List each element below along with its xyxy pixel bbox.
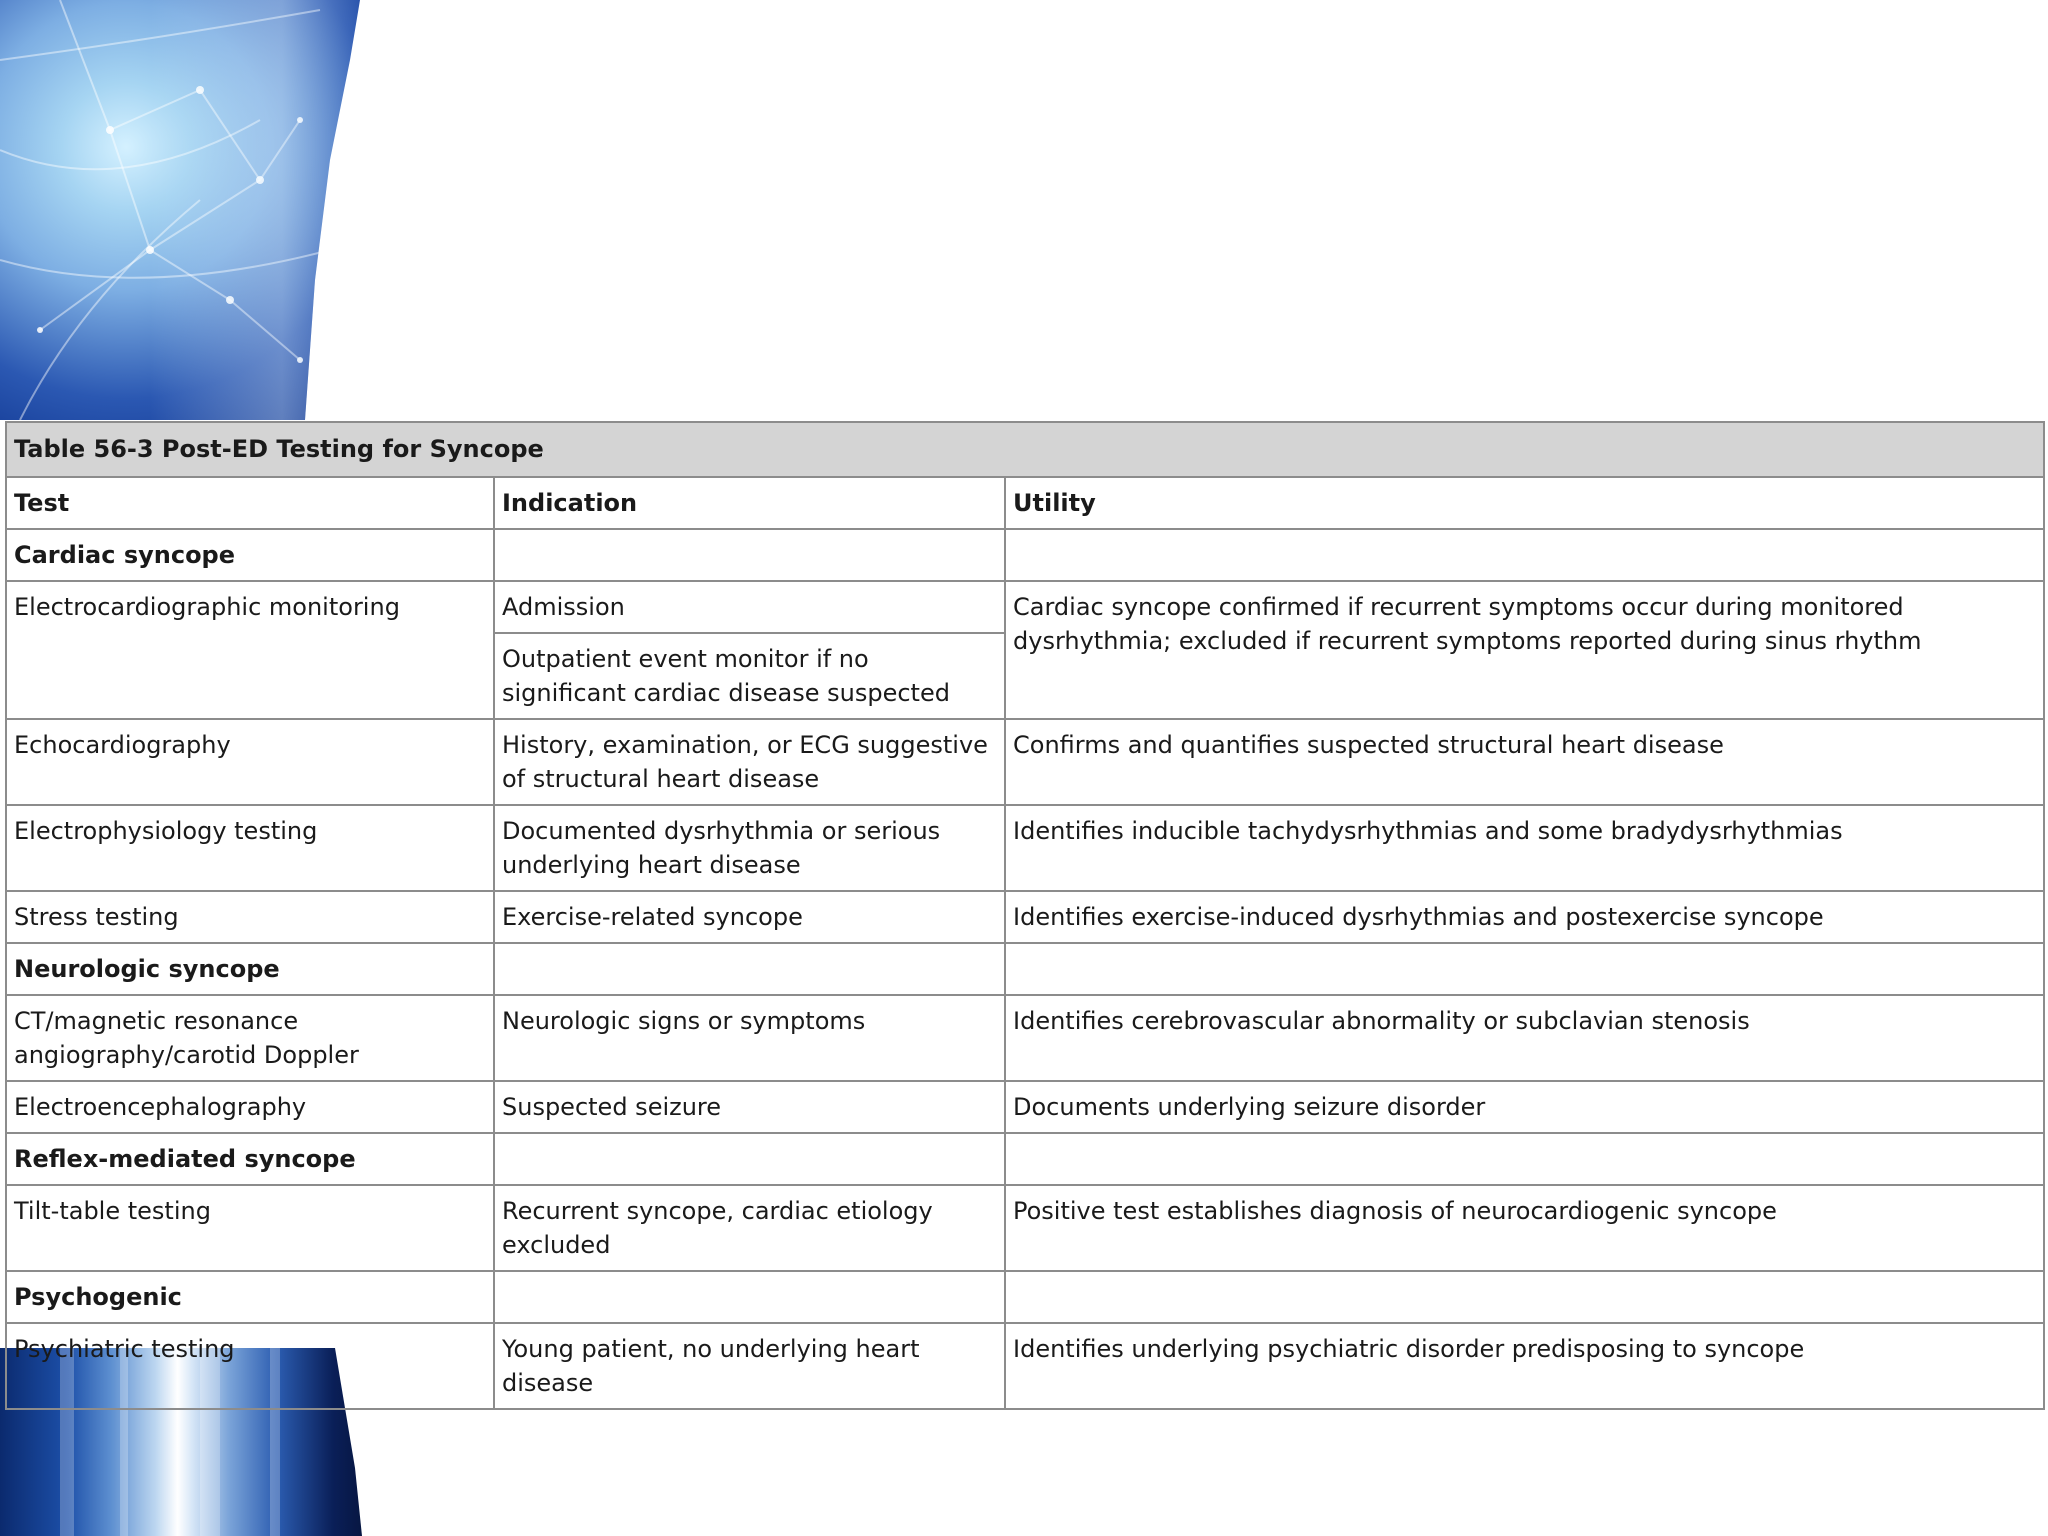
category-row	[6, 1133, 2044, 1185]
indication-cell: Recurrent syncope, cardiac etiology excluded	[494, 1185, 1005, 1271]
indication-cell: Outpatient event monitor if no significant cardiac disease suspected	[494, 633, 1005, 719]
test-cell: Stress testing	[6, 891, 494, 943]
indication-cell: Young patient, no underlying heart disease	[494, 1323, 1005, 1409]
table-row	[6, 805, 2044, 891]
indication-cell: Exercise-related syncope	[494, 891, 1005, 943]
utility-cell: Cardiac syncope confirmed if recurrent symptoms occur during monitored dysrhythmia; excluded if recurrent symptoms reported during sinus rhythm	[1005, 581, 2044, 719]
table-row	[6, 1323, 2044, 1409]
decorative-fade	[150, 0, 370, 420]
test-cell: Electroencephalography	[6, 1081, 494, 1133]
test-cell: Electrocardiographic monitoring	[6, 581, 494, 719]
table-row	[6, 995, 2044, 1081]
test-cell: Echocardiography	[6, 719, 494, 805]
table-row	[6, 1081, 2044, 1133]
category-label: Reflex-mediated syncope	[6, 1133, 494, 1185]
table-header-row	[6, 477, 2044, 529]
decorative-constellation-image-top	[0, 0, 360, 420]
utility-cell: Identifies exercise-induced dysrhythmias and postexercise syncope	[1005, 891, 2044, 943]
empty-cell	[1005, 529, 2044, 581]
empty-cell	[1005, 943, 2044, 995]
syncope-testing-table-container	[5, 421, 2043, 1410]
utility-cell: Identifies underlying psychiatric disorder predisposing to syncope	[1005, 1323, 2044, 1409]
empty-cell	[1005, 1133, 2044, 1185]
table-row	[6, 719, 2044, 805]
category-row	[6, 1271, 2044, 1323]
table-row	[6, 1185, 2044, 1271]
utility-cell: Positive test establishes diagnosis of neurocardiogenic syncope	[1005, 1185, 2044, 1271]
test-cell: Tilt-table testing	[6, 1185, 494, 1271]
test-cell: Psychiatric testing	[6, 1323, 494, 1409]
table-row	[6, 891, 2044, 943]
test-cell: CT/magnetic resonance angiography/carotid Doppler	[6, 995, 494, 1081]
column-header-indication: Indication	[494, 477, 1005, 529]
empty-cell	[494, 1133, 1005, 1185]
category-row	[6, 943, 2044, 995]
empty-cell	[494, 1271, 1005, 1323]
empty-cell	[494, 529, 1005, 581]
indication-cell: Neurologic signs or symptoms	[494, 995, 1005, 1081]
category-label: Psychogenic	[6, 1271, 494, 1323]
column-header-utility: Utility	[1005, 477, 2044, 529]
indication-cell: Documented dysrhythmia or serious underlying heart disease	[494, 805, 1005, 891]
indication-cell: Admission	[494, 581, 1005, 633]
utility-cell: Identifies cerebrovascular abnormality or subclavian stenosis	[1005, 995, 2044, 1081]
table-row	[6, 581, 2044, 633]
table-caption: Table 56-3 Post-ED Testing for Syncope	[6, 422, 2044, 477]
category-label: Cardiac syncope	[6, 529, 494, 581]
category-row	[6, 529, 2044, 581]
indication-cell: Suspected seizure	[494, 1081, 1005, 1133]
utility-cell: Identifies inducible tachydysrhythmias and some bradydysrhythmias	[1005, 805, 2044, 891]
column-header-test: Test	[6, 477, 494, 529]
utility-cell: Confirms and quantifies suspected structural heart disease	[1005, 719, 2044, 805]
test-cell: Electrophysiology testing	[6, 805, 494, 891]
category-label: Neurologic syncope	[6, 943, 494, 995]
empty-cell	[1005, 1271, 2044, 1323]
table-caption-row	[6, 422, 2044, 477]
syncope-testing-table	[5, 421, 2045, 1410]
indication-cell: History, examination, or ECG suggestive of structural heart disease	[494, 719, 1005, 805]
empty-cell	[494, 943, 1005, 995]
utility-cell: Documents underlying seizure disorder	[1005, 1081, 2044, 1133]
